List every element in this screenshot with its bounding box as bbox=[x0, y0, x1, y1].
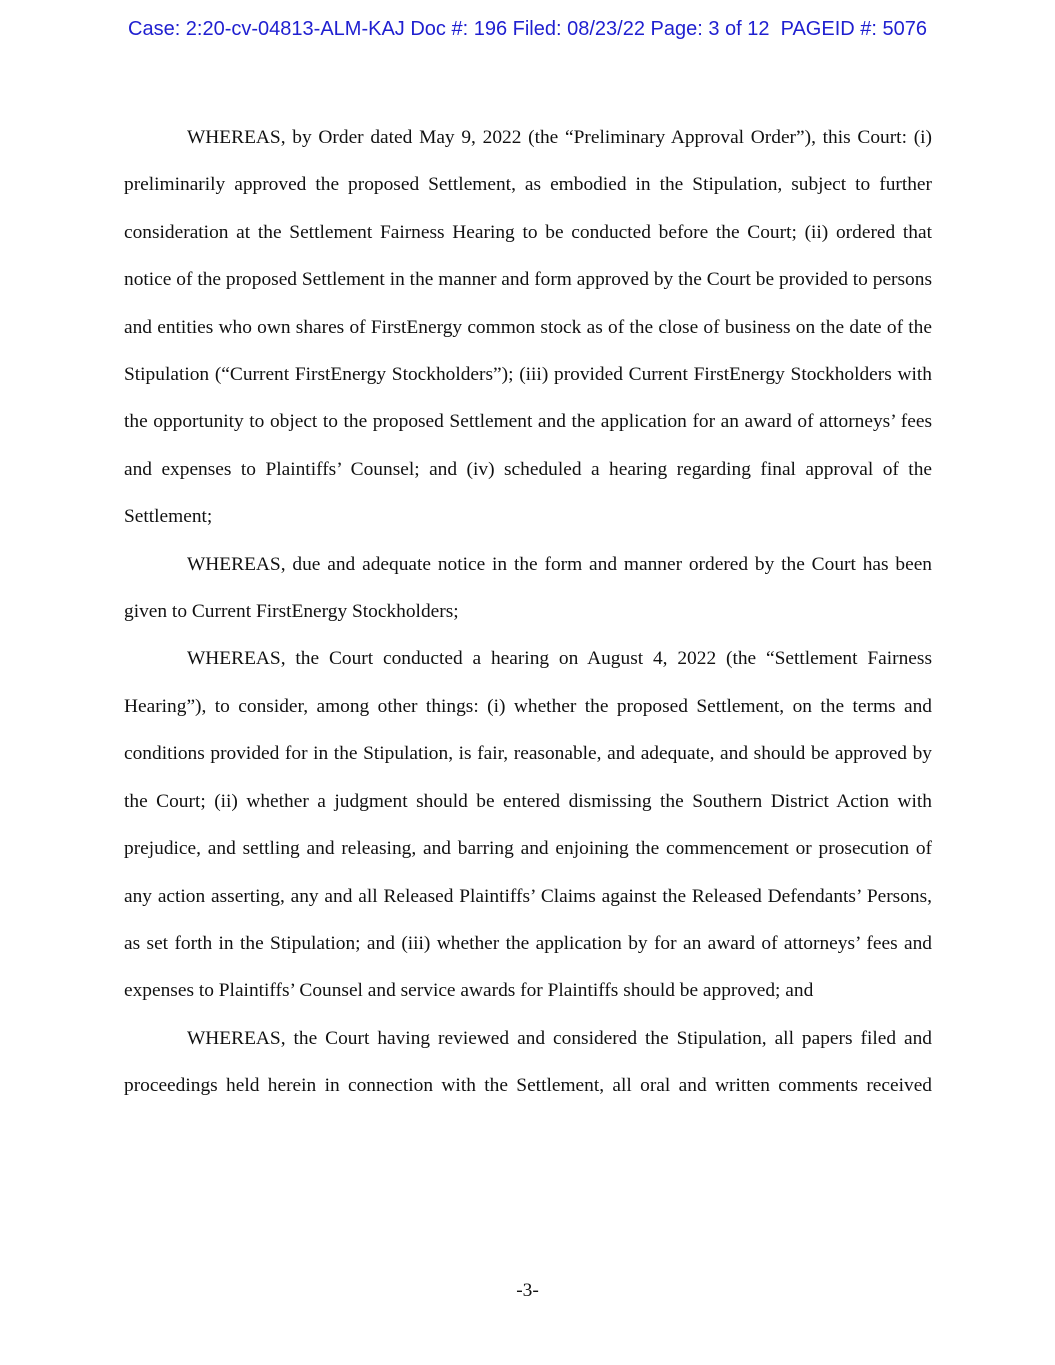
paragraph-notice-given: WHEREAS, due and adequate notice in the form and manner ordered by the Court has been given to Current FirstEnergy Stockholders; bbox=[124, 553, 932, 623]
paragraph-preliminary-approval: WHEREAS, by Order dated May 9, 2022 (the “Preliminary Approval Order”), this Court: (i) preliminarily approved the proposed Settlement, as embodied in the Stipulation, subject to further consideration at the Settlement Fairness Hearing to be conducted before the Court; (ii) ordered that notice of the proposed Settlement in the manner and form approved by the Court be provided to persons and entities who own shares of FirstEnergy common stock as of the close of business on the date of the Stipulation (“Current FirstEnergy Stockholders”); (iii) provided Current FirstEnergy Stockholders with the opportunity to object to the proposed Settlement and the application for an award of attorneys’ fees and expenses to Plaintiffs’ Counsel; and (iv) scheduled a hearing regarding final approval of the Settlement; bbox=[124, 127, 932, 528]
paragraph-court-reviewed: WHEREAS, the Court having reviewed and considered the Stipulation, all papers filed and proceedings held herein in connection with the Settlement, all oral and written comments received bbox=[124, 1027, 932, 1097]
paragraph-fairness-hearing: WHEREAS, the Court conducted a hearing on August 4, 2022 (the “Settlement Fairness Hearing”), to consider, among other things: (i) whether the proposed Settlement, on the terms and conditions provided for in the Stipulation, is fair, reasonable, and adequate, and should be approved by the Court; (ii) whether a judgment should be entered dismissing the Southern District Action with prejudice, and settling and releasing, and barring and enjoining the commencement or prosecution of any action asserting, any and all Released Plaintiffs’ Claims against the Released Defendants’ Persons, as set forth in the Stipulation; and (iii) whether the application by for an award of attorneys’ fees and expenses to Plaintiffs’ Counsel and service awards for Plaintiffs should be approved; and bbox=[124, 648, 932, 1002]
page-number: -3- bbox=[516, 1280, 539, 1301]
case-header: Case: 2:20-cv-04813-ALM-KAJ Doc #: 196 Filed: 08/23/22 Page: 3 of 12 PAGEID #: 5076 bbox=[128, 18, 927, 40]
document-body bbox=[124, 114, 932, 1110]
